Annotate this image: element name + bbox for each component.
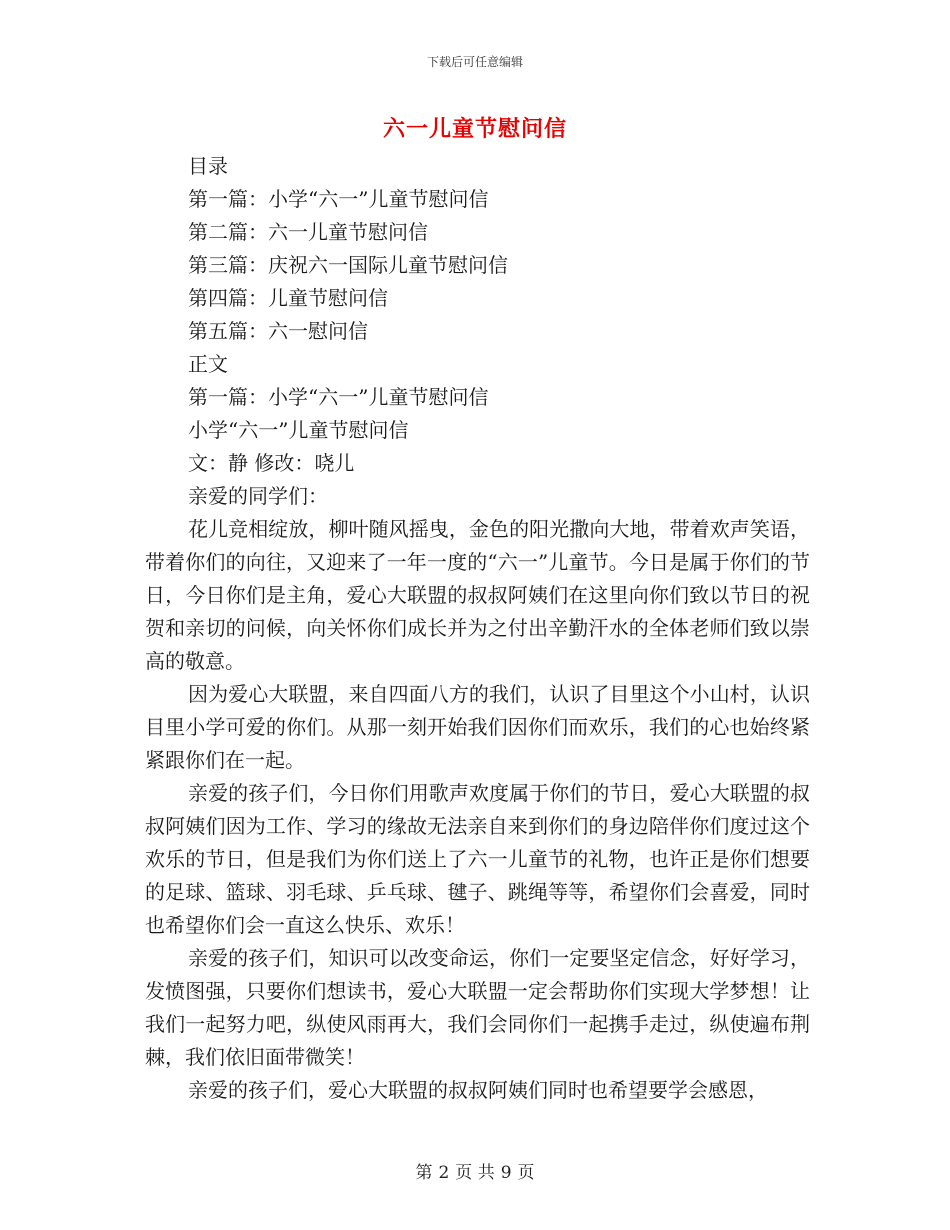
paragraph-3: 亲爱的孩子们，今日你们用歌声欢度属于你们的节日，爱心大联盟的叔叔阿姨们因为工作、学习的缘故无法亲自来到你们的身边陪伴你们度过这个欢乐的节日，但是我们为你们送上了六一儿童节的礼物，也许正是你们想要的足球、篮球、羽毛球、乒乓球、毽子、跳绳等等，希望你们会喜爱，同时也希望你们会一直这么快乐、欢乐！	[145, 781, 810, 937]
section-title: 第一篇：小学“六一”儿童节慰问信	[188, 385, 489, 409]
toc-item-2: 第二篇：六一儿童节慰问信	[188, 220, 428, 244]
footer-middle: 页 共	[455, 1163, 495, 1183]
toc-item-3: 第三篇：庆祝六一国际儿童节慰问信	[188, 253, 508, 277]
header-note: 下载后可任意编辑	[426, 55, 523, 69]
paragraph-5: 亲爱的孩子们，爱心大联盟的叔叔阿姨们同时也希望要学会感恩，	[188, 1078, 768, 1102]
toc-item-1: 第一篇：小学“六一”儿童节慰问信	[188, 187, 489, 211]
paragraph-1: 花儿竞相绽放，柳叶随风摇曳，金色的阳光撒向大地，带着欢声笑语，带着你们的向往，又迎来了一年一度的“六一”儿童节。今日是属于你们的节日，今日你们是主角，爱心大联盟的叔叔阿姨们在这里向你们致以节日的祝贺和亲切的问候，向关怀你们成长并为之付出辛勤汗水的全体老师们致以崇高的敬意。	[145, 517, 810, 673]
toc-item-5: 第五篇：六一慰问信	[188, 319, 368, 343]
document-content	[145, 150, 810, 1107]
page-footer	[0, 1158, 950, 1183]
footer-prefix: 第	[415, 1163, 433, 1183]
footer-total-pages: 9	[500, 1163, 512, 1183]
toc-item-4: 第四篇：儿童节慰问信	[188, 286, 388, 310]
salutation: 亲爱的同学们：	[188, 484, 328, 508]
body-heading: 正文	[188, 352, 228, 376]
footer-suffix: 页	[517, 1163, 535, 1183]
byline: 文：静 修改：哓儿	[188, 451, 355, 475]
footer-current-page: 2	[438, 1163, 450, 1183]
letter-title: 小学“六一”儿童节慰问信	[188, 418, 409, 442]
paragraph-4: 亲爱的孩子们，知识可以改变命运，你们一定要坚定信念，好好学习，发愤图强，只要你们想读书，爱心大联盟一定会帮助你们实现大学梦想！让我们一起努力吧，纵使风雨再大，我们会同你们一起携手走过，纵使遍布荆棘，我们依旧面带微笑！	[145, 946, 810, 1069]
paragraph-2: 因为爱心大联盟，来自四面八方的我们，认识了目里这个小山村，认识目里小学可爱的你们。从那一刻开始我们因你们而欢乐，我们的心也始终紧紧跟你们在一起。	[145, 682, 810, 772]
document-title: 六一儿童节慰问信	[382, 116, 567, 142]
toc-heading: 目录	[188, 154, 228, 178]
